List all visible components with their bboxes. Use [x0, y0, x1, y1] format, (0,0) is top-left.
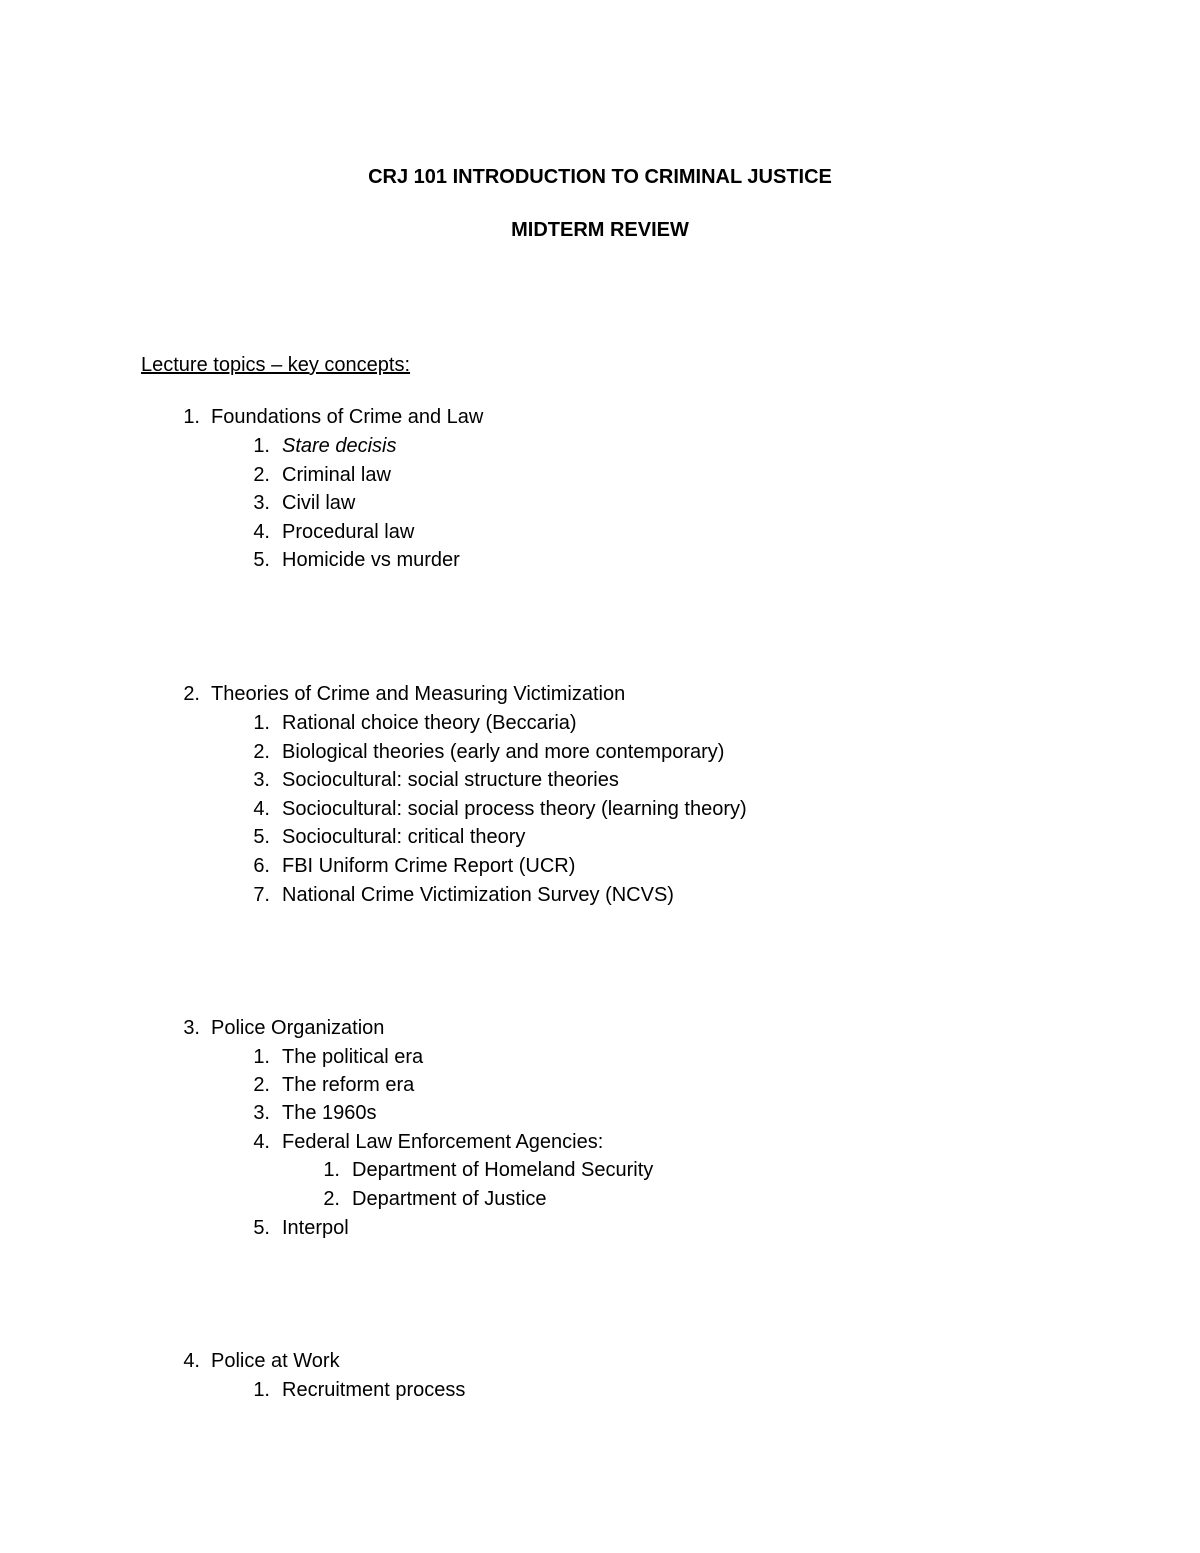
item-number: 2.	[253, 741, 270, 763]
item-label: The reform era	[282, 1074, 415, 1096]
topic-number: 1.	[183, 406, 200, 428]
item-label: Interpol	[282, 1217, 349, 1239]
document-subtitle: MIDTERM REVIEW	[511, 219, 689, 241]
item-label: Recruitment process	[282, 1379, 466, 1401]
item-label: Criminal law	[282, 464, 391, 486]
subitem-label: Department of Homeland Security	[352, 1159, 654, 1181]
subitem-number: 1.	[323, 1159, 340, 1181]
item-number: 3.	[253, 1102, 270, 1124]
item-label: Procedural law	[282, 521, 415, 543]
item-number: 4.	[253, 521, 270, 543]
item-number: 4.	[253, 798, 270, 820]
item-number: 3.	[253, 492, 270, 514]
item-number: 1.	[253, 712, 270, 734]
item-number: 5.	[253, 549, 270, 571]
document-title: CRJ 101 INTRODUCTION TO CRIMINAL JUSTICE	[368, 166, 832, 188]
item-number: 3.	[253, 769, 270, 791]
item-label: Stare decisis	[282, 435, 397, 457]
item-label: The political era	[282, 1046, 424, 1068]
item-number: 7.	[253, 884, 270, 906]
item-label: FBI Uniform Crime Report (UCR)	[282, 855, 576, 877]
item-label: Sociocultural: critical theory	[282, 826, 526, 848]
topic-label: Theories of Crime and Measuring Victimization	[211, 683, 626, 705]
item-label: Sociocultural: social process theory (learning theory)	[282, 798, 747, 820]
item-label: Homicide vs murder	[282, 549, 460, 571]
item-label: Federal Law Enforcement Agencies:	[282, 1131, 604, 1153]
topic-number: 4.	[183, 1350, 200, 1372]
item-label: Civil law	[282, 492, 356, 514]
item-number: 5.	[253, 1217, 270, 1239]
item-number: 6.	[253, 855, 270, 877]
item-number: 1.	[253, 435, 270, 457]
item-label: Sociocultural: social structure theories	[282, 769, 619, 791]
topic-label: Police at Work	[211, 1350, 340, 1372]
item-number: 1.	[253, 1046, 270, 1068]
topic-number: 3.	[183, 1017, 200, 1039]
item-number: 2.	[253, 1074, 270, 1096]
item-label: Rational choice theory (Beccaria)	[282, 712, 577, 734]
item-number: 1.	[253, 1379, 270, 1401]
item-number: 2.	[253, 464, 270, 486]
item-label: Biological theories (early and more contemporary)	[282, 741, 725, 763]
topic-label: Police Organization	[211, 1017, 385, 1039]
topic-number: 2.	[183, 683, 200, 705]
subitem-label: Department of Justice	[352, 1188, 547, 1210]
item-label: National Crime Victimization Survey (NCVS)	[282, 884, 674, 906]
item-number: 4.	[253, 1131, 270, 1153]
subitem-number: 2.	[323, 1188, 340, 1210]
item-label: The 1960s	[282, 1102, 377, 1124]
item-number: 5.	[253, 826, 270, 848]
topic-label: Foundations of Crime and Law	[211, 406, 484, 428]
section-heading: Lecture topics – key concepts:	[141, 354, 411, 376]
